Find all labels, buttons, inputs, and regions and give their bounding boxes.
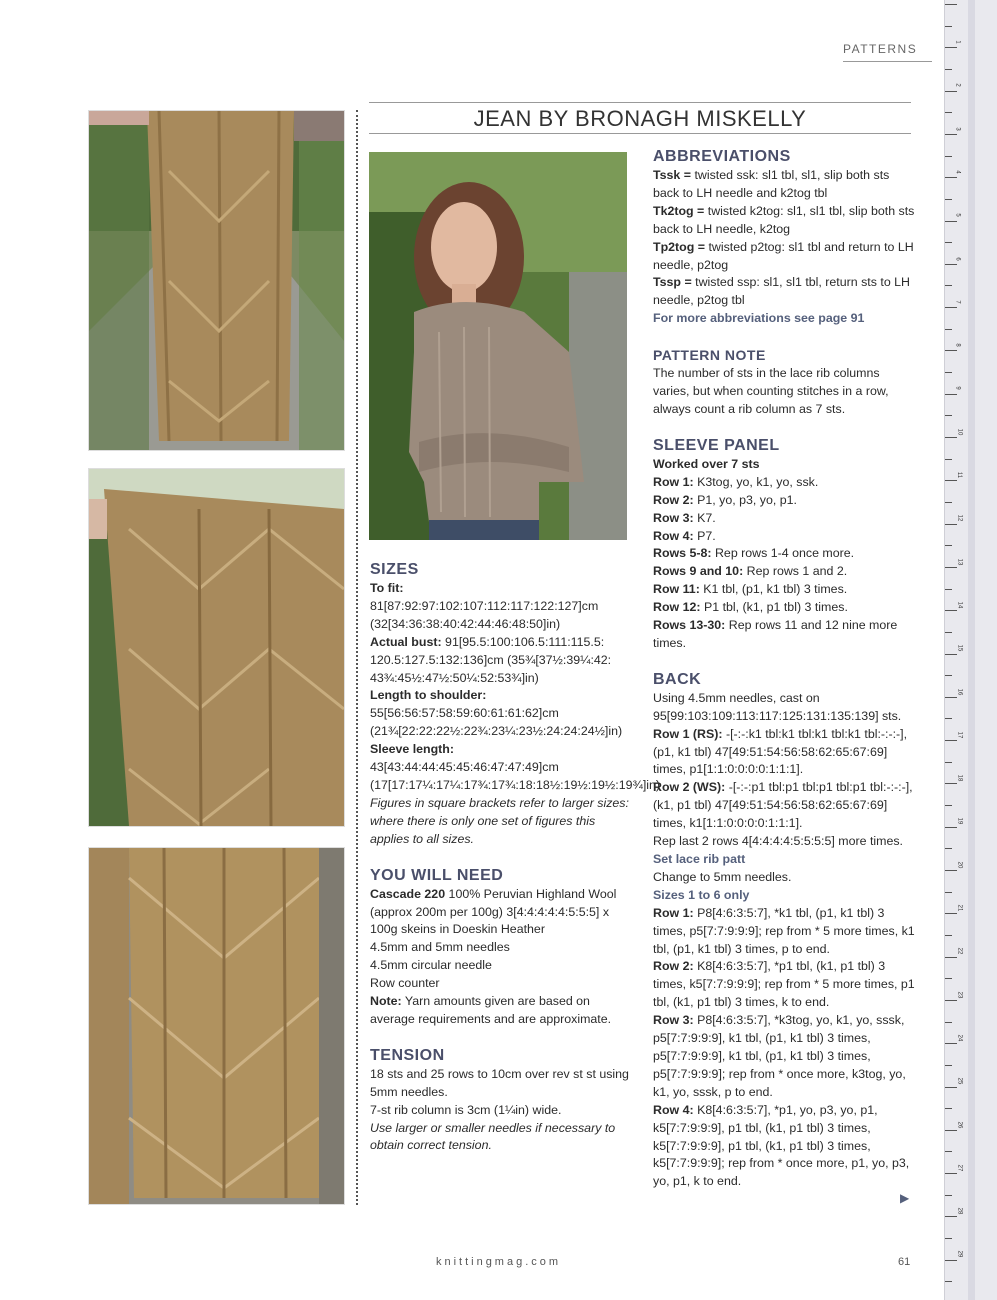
sleeve-length — [370, 741, 661, 795]
sleeve-row — [653, 528, 918, 546]
ruler-tick — [945, 459, 952, 460]
ruler-tick — [945, 892, 952, 893]
middle-column — [370, 560, 661, 1155]
measuring-ruler — [944, 0, 997, 1300]
back-row-2 — [653, 779, 918, 833]
row-label: Row 11: — [653, 582, 700, 597]
ruler-label: 12 — [956, 514, 963, 522]
ruler-tick — [945, 285, 952, 286]
ruler-tick — [945, 978, 952, 979]
scarf-photo-middle — [88, 468, 345, 827]
ruler-label: 23 — [956, 991, 963, 998]
ruler-label: 4 — [954, 170, 961, 174]
row-text: Rep rows 1-4 once more. — [714, 546, 855, 561]
actual-bust — [370, 634, 632, 688]
ruler-tick — [945, 415, 952, 416]
more-abbreviations-link[interactable]: For more abbreviations see page 91 — [653, 311, 865, 326]
ruler-tick — [945, 112, 952, 113]
ruler-tick — [945, 1195, 952, 1196]
back-heading: BACK — [653, 670, 702, 688]
abbreviation-term: Tssk = — [653, 168, 692, 182]
ruler-tick — [945, 1281, 952, 1282]
ruler-tick — [945, 589, 952, 590]
row-text: K8[4:6:3:5:7], *p1, yo, p3, yo, p1, k5[7:7:9:9:9], p1 tbl, (k1, p1 tbl) 3 times, k5[7:7:9:9:9], p1 tbl, (k1, p1 tbl) 3 times, k5[7:7:9:9:9]; rep from * once more, p1, yo, p3, yo, p1, k to end. — [653, 1102, 910, 1189]
row-text: K3tog, yo, k1, yo, ssk. — [697, 474, 819, 489]
ruler-tick — [945, 91, 957, 92]
yarn — [370, 886, 632, 940]
ruler-tick — [945, 610, 957, 611]
yarn-label: Cascade 220 — [370, 886, 446, 901]
ruler-tick — [945, 632, 952, 633]
ruler-tick — [945, 177, 957, 178]
ruler-label: 10 — [956, 428, 963, 436]
row-label: Rows 5-8: — [653, 546, 712, 561]
ruler-label: 11 — [956, 471, 963, 479]
ruler-tick — [945, 913, 957, 914]
row-label: Row 2: — [653, 959, 694, 974]
ruler-label: 15 — [956, 644, 963, 652]
abbreviation-term: Tp2tog = — [653, 239, 705, 254]
ruler-tick — [945, 1000, 957, 1001]
ruler-label: 21 — [956, 904, 963, 912]
ruler-tick — [945, 1108, 952, 1109]
ruler-tick — [945, 740, 957, 741]
ruler-label: 19 — [956, 818, 963, 825]
ruler-label: 14 — [956, 601, 963, 609]
abbreviation-item — [653, 167, 918, 203]
row-text: K1 tbl, (p1, k1 tbl) 3 times. — [703, 582, 848, 597]
you-will-need-heading: YOU WILL NEED — [370, 866, 504, 884]
lace-row — [653, 1012, 918, 1102]
ruler-label: 7 — [954, 300, 961, 304]
ruler-label: 24 — [956, 1034, 963, 1042]
ruler-label: 3 — [954, 126, 961, 131]
row-label: Row 2: — [653, 492, 694, 507]
ruler-tick — [945, 524, 957, 525]
back-repeat: Rep last 2 rows 4[4:4:4:4:5:5:5:5] more times. — [653, 834, 903, 849]
model-photo — [369, 152, 627, 540]
sleeve-row — [653, 545, 918, 563]
row-label: Rows 13-30: — [653, 618, 726, 633]
lace-row — [653, 905, 918, 959]
ruler-tick — [945, 654, 957, 655]
row-text: -[-:-:p1 tbl:p1 tbl:p1 tbl:p1 tbl:-:-:-], (k1, p1 tbl) 47[49:51:54:56:58:62:65:67:69] times, k1[1:1:0:0:0:0:1:1:1]. — [653, 780, 913, 831]
row-text: P8[4:6:3:5:7], *k3tog, yo, k1, yo, sssk, p5[7:7:9:9:9], k1 tbl, (p1, k1 tbl) 3 times, p5[7:7:9:9:9], k1 tbl, (p1, k1 tbl) 3 times, p5[7:7:9:9:9]; rep from * once more, k3tog, yo, k1, yo, sssk, p to end. — [653, 1013, 906, 1099]
abbreviation-term: Tk2tog = — [653, 203, 705, 218]
ruler-tick — [945, 350, 957, 351]
tension-heading: TENSION — [370, 1046, 445, 1064]
pattern-title: JEAN BY BRONAGH MISKELLY — [473, 106, 807, 131]
right-column — [653, 147, 918, 1191]
ruler-tick — [945, 1022, 952, 1023]
ruler-tick — [945, 545, 952, 546]
ruler-tick — [945, 762, 952, 763]
ruler-label: 17 — [956, 731, 963, 739]
ruler-tick — [945, 1043, 957, 1044]
ruler-tick — [945, 329, 952, 330]
ruler-tick — [945, 221, 957, 222]
ruler-tick — [945, 957, 957, 958]
ruler-tick — [945, 480, 957, 481]
ruler-tick — [945, 567, 957, 568]
sleeve-label: Sleeve length: — [370, 742, 455, 757]
row-text: P1 tbl, (k1, p1 tbl) 3 times. — [703, 600, 848, 615]
row-text: P8[4:6:3:5:7], *k1 tbl, (p1, k1 tbl) 3 times, p5[7:7:9:9:9]; rep from * 5 more times, k1 tbl, (p1, k1 tbl) 3 times, p to end. — [653, 905, 915, 956]
ruler-tick — [945, 26, 952, 27]
back-intro: Using 4.5mm needles, cast on 95[99:103:109:113:117:125:131:135:139] sts. — [653, 690, 902, 723]
ruler-label: 2 — [954, 83, 961, 87]
sizes-heading: SIZES — [370, 561, 419, 578]
column-divider — [356, 110, 358, 1205]
row-text: K8[4:6:3:5:7], *p1 tbl, (k1, p1 tbl) 3 times, k5[7:7:9:9:9]; rep from * 5 more times, p1 tbl, (k1, p1 tbl) 3 times, k to end. — [653, 959, 915, 1010]
ruler-label: 28 — [956, 1207, 963, 1215]
abbreviations-heading: ABBREVIATIONS — [653, 148, 791, 165]
ruler-tick — [945, 437, 957, 438]
ruler-label: 25 — [956, 1077, 963, 1085]
ruler-label: 18 — [956, 774, 963, 782]
to-fit — [370, 580, 632, 634]
row-text: P1, yo, p3, yo, p1. — [697, 492, 797, 507]
ruler-tick — [945, 805, 952, 806]
row-text: -[-:-:k1 tbl:k1 tbl:k1 tbl:k1 tbl:-:-:-], (p1, k1 tbl) 47[49:51:54:56:58:62:65:67:69] times, p1[1:1:0:0:0:0:1:1:1]. — [653, 726, 908, 777]
abbreviation-def: twisted ssk: sl1 tbl, sl1, slip both sts back to LH needle and k2tog tbl — [653, 168, 890, 200]
ruler-tick — [945, 372, 952, 373]
ruler-label: 5 — [954, 213, 961, 217]
actual-bust-label: Actual bust: — [370, 634, 442, 649]
row-label: Row 3: — [653, 1013, 694, 1028]
row-text: Rep rows 1 and 2. — [746, 564, 848, 579]
row-text: P7. — [697, 528, 716, 543]
ruler-label: 27 — [956, 1164, 963, 1172]
sleeve-row — [653, 474, 918, 492]
ruler-label: 26 — [956, 1121, 963, 1128]
ruler-tick — [945, 1130, 957, 1131]
ruler-label: 13 — [956, 558, 963, 565]
row-label: Row 3: — [653, 510, 694, 525]
abbreviation-def: twisted p2tog: sl1 tbl and return to LH needle, p2tog — [653, 239, 914, 272]
ruler-tick — [945, 242, 952, 243]
abbreviation-term: Tssp = — [653, 275, 692, 290]
row-label: Row 4: — [653, 1102, 694, 1117]
tension-line-2: 7-st rib column is 3cm (1¼in) wide. — [370, 1102, 562, 1117]
sleeve-row — [653, 510, 918, 528]
section-rule — [843, 61, 932, 62]
abbreviation-item — [653, 239, 918, 275]
row-label: Row 1 (RS): — [653, 726, 723, 741]
ruler-tick — [945, 848, 952, 849]
tension-line-1: 18 sts and 25 rows to 10cm over rev st st using 5mm needles. — [370, 1066, 629, 1099]
length-to-shoulder — [370, 687, 632, 741]
ruler-label: 1 — [954, 40, 961, 44]
abbreviation-def: twisted k2tog: sl1, sl1 tbl, slip both sts back to LH needle, k2tog — [653, 203, 915, 236]
ruler-label: 22 — [956, 947, 963, 955]
ruler-tick — [945, 935, 952, 936]
ruler-tick — [945, 307, 957, 308]
row-counter: Row counter — [370, 976, 440, 991]
section-label: PATTERNS — [843, 42, 918, 56]
row-text: Rep rows 11 and 12 nine more times. — [653, 618, 898, 650]
ruler-tick — [945, 1065, 952, 1066]
row-label: Row 12: — [653, 600, 701, 615]
pattern-note-heading: PATTERN NOTE — [653, 347, 766, 364]
title-rule-top — [369, 102, 911, 103]
ruler-tick — [945, 134, 957, 135]
abbreviation-def: twisted ssp: sl1, sl1 tbl, return sts to LH needle, p2tog tbl — [653, 275, 910, 308]
sleeve-row — [653, 563, 918, 581]
scarf-photo-bottom — [88, 847, 345, 1205]
pattern-note-text: The number of sts in the lace rib columns varies, but when counting stitches in a row, always count a rib column as 7 sts. — [653, 366, 889, 416]
length-value: 55[56:56:57:58:59:60:61:61:62]cm (21¾[22:22:22½:22¾:23¼:23½:24:24:24½]in) — [370, 706, 623, 739]
length-label: Length to shoulder: — [370, 688, 487, 703]
yarn-note — [370, 993, 632, 1029]
row-label: Rows 9 and 10: — [653, 564, 744, 579]
lace-rib-heading: Set lace rib patt — [653, 852, 746, 866]
sleeve-row — [653, 492, 918, 510]
sizes-note: Figures in square brackets refer to larger sizes: where there is only one set of figures this applies to all sizes. — [370, 795, 629, 846]
ruler-tick — [945, 199, 952, 200]
ruler-tick — [945, 1087, 957, 1088]
change-needles: Change to 5mm needles. — [653, 869, 792, 884]
continue-arrow-icon: ▶ — [900, 1191, 910, 1205]
ruler-tick — [945, 1238, 952, 1239]
lace-row — [653, 958, 918, 1012]
ruler-tick — [945, 827, 957, 828]
ruler-tick — [945, 1173, 957, 1174]
lace-row — [653, 1102, 918, 1192]
yarn-value: 100% Peruvian Highland Wool (approx 200m per 100g) 3[4:4:4:4:4:5:5:5] x 100g skeins in Doeskin Heather — [370, 886, 617, 937]
row-label: Row 1: — [653, 905, 694, 920]
yarn-note-value: Yarn amounts given are based on average requirements and are approximate. — [370, 994, 612, 1026]
row-label: Row 4: — [653, 528, 694, 543]
tension-line-3: Use larger or smaller needles if necessary to obtain correct tension. — [370, 1120, 616, 1153]
sleeve-row — [653, 581, 918, 599]
circular-needle: 4.5mm circular needle — [370, 958, 492, 973]
ruler-label: 8 — [954, 343, 961, 347]
to-fit-label: To fit: — [370, 581, 404, 595]
yarn-note-label: Note: — [370, 994, 402, 1009]
ruler-tick — [945, 718, 952, 719]
ruler-tick — [945, 47, 957, 48]
title-rule-bottom — [369, 133, 911, 134]
ruler-label: 6 — [954, 256, 961, 261]
sizes-subheading: Sizes 1 to 6 only — [653, 887, 750, 902]
ruler-tick — [945, 870, 957, 871]
actual-bust-value: 91[95.5:100:106.5:111:115.5: 120.5:127.5:132:136]cm (35¾[37½:39¼:42: 43¾:45½:47½:50¼:52:53¾]in) — [370, 634, 612, 685]
sleeve-panel-heading: SLEEVE PANEL — [653, 436, 780, 454]
ruler-tick — [945, 394, 957, 395]
ruler-tick — [945, 4, 957, 5]
to-fit-value: 81[87:92:97:102:107:112:117:122:127]cm (32[34:36:38:40:42:44:46:48:50]in) — [370, 598, 599, 631]
sleeve-row — [653, 617, 918, 653]
ruler-label: 16 — [956, 688, 963, 695]
ruler-label: 9 — [954, 386, 961, 391]
page-number: 61 — [898, 1256, 911, 1268]
ruler-tick — [945, 697, 957, 698]
sleeve-row — [653, 599, 918, 617]
ruler-tick — [945, 156, 952, 157]
ruler-tick — [945, 1151, 952, 1152]
sleeve-value: 43[43:44:44:45:45:46:47:47:49]cm (17[17:17¼:17¼:17¾:17¾:18:18½:19½:19½:19¾]in) — [370, 760, 661, 792]
row-label: Row 2 (WS): — [653, 780, 726, 795]
ruler-label: 20 — [956, 861, 963, 869]
back-row-1 — [653, 726, 918, 780]
ruler-tick — [945, 1216, 957, 1217]
ruler-tick — [945, 502, 952, 503]
sleeve-panel-worked: Worked over 7 sts — [653, 456, 760, 471]
ruler-tick — [945, 69, 952, 70]
row-label: Row 1: — [653, 474, 694, 489]
ruler-tick — [945, 783, 957, 784]
footer-website: knittingmag.com — [435, 1256, 562, 1268]
row-text: K7. — [697, 510, 716, 525]
ruler-tick — [945, 675, 952, 676]
scarf-photo-top — [88, 110, 345, 451]
abbreviation-item — [653, 203, 918, 239]
needles: 4.5mm and 5mm needles — [370, 940, 510, 955]
ruler-tick — [945, 264, 957, 265]
ruler-label: 29 — [956, 1251, 963, 1258]
abbreviation-item — [653, 274, 918, 310]
